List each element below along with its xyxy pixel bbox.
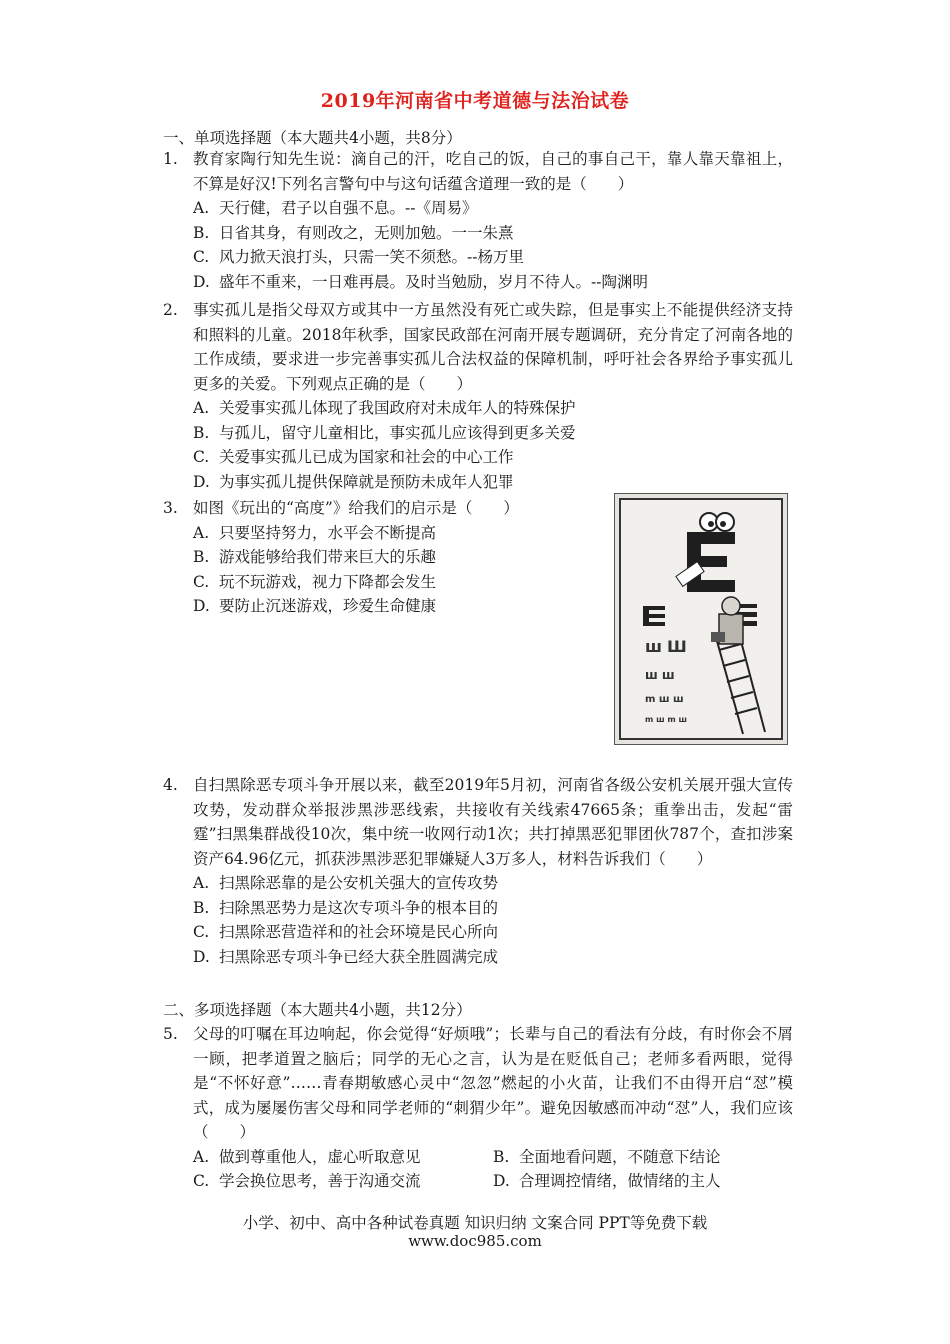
option-row-cd [193,1169,793,1194]
question-stem: 如图《玩出的“高度”》给我们的启示是（ ） [193,499,519,517]
option-text: 只要坚持努力，水平会不断提高 [219,523,437,542]
option-label: C. [193,923,210,941]
svg-text:ш ш: ш ш [645,668,675,682]
question-2 [163,298,793,494]
question-4 [163,773,793,969]
option-d [193,270,793,295]
option-label: A. [193,399,210,417]
option-text: 与孤儿，留守儿童相比，事实孤儿应该得到更多关爱 [219,423,576,442]
option-text: 扫黑除恶营造祥和的社会环境是民心所向 [219,923,499,941]
question-stem: 自扫黑除恶专项斗争开展以来，截至2019年5月初，河南省各级公安机关展开强大宣传攻势，发动群众举报涉黑涉恶线索，共接收有关线索47665条；重拳出击，发起“雷霆”扫黑集群战役10次，集中统一收网行动1次；共打掉黑恶犯罪团伙787个，查扣涉案资产64.96亿元，抓获涉黑涉恶犯罪嫌疑人3万多人，材料告诉我们（ ） [193,776,793,868]
option-text: 关爱事实孤儿已成为国家和社会的中心工作 [219,448,514,466]
option-b [193,545,583,570]
option-label: D. [493,1172,510,1190]
option-label: B. [193,898,210,917]
svg-text:m ш ш: m ш ш [645,694,684,705]
question-number: 3. [163,499,178,517]
option-b [193,421,793,446]
question-stem: 教育家陶行知先生说：滴自己的汗，吃自己的饭，自己的事自己干，靠人靠天靠祖上，不算是好汉!下列名言警句中与这句话蕴含道理一致的是（ ） [193,150,793,193]
option-a [193,521,583,546]
option-a [193,196,793,221]
eye-chart-illustration [615,494,787,744]
option-label: C. [193,248,210,266]
exam-title: 2019年河南省中考道德与法治试卷 [320,90,630,112]
question-number: 4. [163,776,178,794]
option-a [193,1145,421,1170]
option-label: A. [193,1147,210,1166]
eye-chart-cartoon-image [614,493,788,745]
option-label: C. [193,1172,210,1190]
option-label: A. [193,874,210,892]
option-text: 合理调控情绪，做情绪的主人 [519,1172,721,1190]
option-b [493,1145,721,1170]
svg-text:Ш: Ш [667,637,687,656]
option-text: 扫黑除恶专项斗争已经大获全胜圆满完成 [219,947,499,966]
option-text: 全面地看问题，不随意下结论 [519,1147,721,1166]
option-label: A. [193,199,210,217]
option-text: 天行健，君子以自强不息。--《周易》 [219,199,478,217]
option-c [193,445,793,470]
option-text: 盛年不重来，一日难再晨。及时当勉励，岁月不待人。--陶渊明 [219,272,648,291]
option-label: D. [193,947,210,966]
option-text: 风力掀天浪打头，只需一笑不须愁。--杨万里 [219,248,524,266]
svg-text:m ш m ш: m ш m ш [645,715,688,724]
option-label: B. [193,548,210,566]
question-1 [163,147,793,294]
option-d [193,470,793,495]
option-text: 扫除黑恶势力是这次专项斗争的根本目的 [219,898,499,917]
option-label: A. [193,523,210,542]
option-b [193,221,793,246]
option-label: B. [193,223,210,242]
option-text: 学会换位思考，善于沟通交流 [219,1172,421,1190]
option-label: B. [493,1147,510,1166]
option-label: D. [193,597,210,615]
option-text: 玩不玩游戏，视力下降都会发生 [219,572,437,591]
footer-promo-text: 小学、初中、高中各种试卷真题 知识归纳 文案合同 PPT等免费下载 [242,1214,708,1232]
option-text: 关爱事实孤儿体现了我国政府对未成年人的特殊保护 [219,399,576,417]
option-text: 要防止沉迷游戏，珍爱生命健康 [219,597,437,615]
footer-website-link[interactable]: www.doc985.com [408,1232,542,1250]
option-c [193,1169,421,1194]
option-label: C. [193,448,210,466]
option-b [193,896,793,921]
option-row-ab [193,1145,793,1170]
option-a [193,396,793,421]
option-text: 扫黑除恶靠的是公安机关强大的宣传攻势 [219,874,499,892]
option-c [193,570,583,595]
question-number: 1. [163,150,178,168]
option-label: B. [193,423,210,442]
question-number: 5. [163,1025,178,1043]
section-single-choice-heading: 一、单项选择题（本大题共4小题，共8分） [163,129,462,147]
question-5 [163,1022,793,1194]
section-multiple-choice-heading: 二、多项选择题（本大题共4小题，共12分） [163,1001,472,1019]
option-c [193,920,793,945]
question-3 [163,496,583,619]
option-label: D. [193,472,210,491]
option-text: 做到尊重他人，虚心听取意见 [219,1147,421,1166]
option-a [193,871,793,896]
option-text: 游戏能够给我们带来巨大的乐趣 [219,548,437,566]
option-text: 日省其身，有则改之，无则加勉。一一朱熹 [219,223,514,242]
option-d [193,945,793,970]
question-stem: 父母的叮嘱在耳边响起，你会觉得“好烦哦”；长辈与自己的看法有分歧，有时你会不屑一顾，把孝道置之脑后；同学的无心之言，认为是在贬低自己；老师多看两眼，觉得是“不怀好意”……青春期敏感心灵中“忽忽”燃起的小火苗，让我们不由得开启“怼”模式，成为屡屡伤害父母和同学老师的“刺猬少年”。避免因敏感而冲动“怼”人，我们应该（ ） [193,1025,793,1141]
option-label: C. [193,572,210,591]
option-text: 为事实孤儿提供保障就是预防未成年人犯罪 [219,472,514,491]
question-number: 2. [163,301,178,319]
option-label: D. [193,272,210,291]
option-d [193,594,583,619]
option-d [493,1169,721,1194]
question-stem: 事实孤儿是指父母双方或其中一方虽然没有死亡或失踪，但是事实上不能提供经济支持和照料的儿童。2018年秋季，国家民政部在河南开展专题调研，充分肯定了河南各地的工作成绩，要求进一步完善事实孤儿合法权益的保障机制，呼吁社会各界给予事实孤儿更多的关爱。下列观点正确的是（ ） [193,301,793,393]
svg-text:ш: ш [645,637,662,656]
option-c [193,245,793,270]
